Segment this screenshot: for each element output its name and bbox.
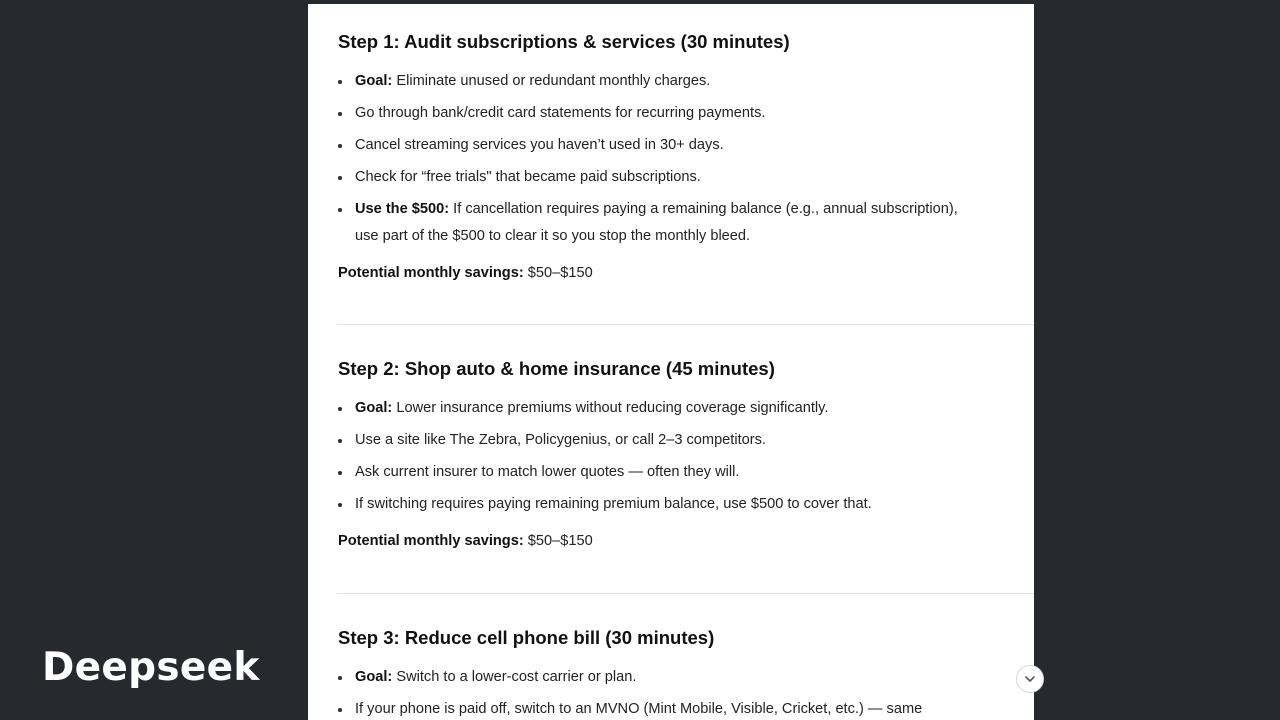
step-3-section bbox=[338, 626, 1034, 720]
list-item bbox=[338, 427, 1034, 454]
list-item bbox=[338, 100, 1034, 127]
bullet-text-continued: use part of the $500 to clear it so you stop the monthly bleed. bbox=[355, 228, 751, 244]
bullet-label: Goal: bbox=[355, 669, 393, 685]
bullet-text: If cancellation requires paying a remaining balance (e.g., annual subscription), bbox=[449, 201, 958, 217]
step-1-section bbox=[338, 30, 1034, 284]
section-divider bbox=[337, 593, 1034, 594]
bullet-text: Cancel streaming services you haven’t used in 30+ days. bbox=[355, 137, 724, 153]
bullet-text: Use a site like The Zebra, Policygenius, or call 2–3 competitors. bbox=[355, 432, 766, 448]
list-item bbox=[338, 696, 1034, 720]
step-2-savings bbox=[338, 530, 1034, 552]
savings-label: Potential monthly savings: bbox=[338, 265, 524, 281]
chevron-down-icon bbox=[1024, 673, 1036, 685]
section-divider bbox=[337, 324, 1034, 325]
list-item bbox=[338, 395, 1034, 422]
list-item bbox=[338, 459, 1034, 486]
step-3-title: Step 3: Reduce cell phone bill (30 minutes) bbox=[338, 627, 715, 648]
chat-response-panel bbox=[308, 4, 1034, 720]
step-2-list bbox=[338, 395, 1034, 518]
brand-label: Deepseek bbox=[42, 645, 260, 690]
list-item bbox=[338, 132, 1034, 159]
bullet-text: If your phone is paid off, switch to an MVNO (Mint Mobile, Visible, Cricket, etc.) — same bbox=[355, 701, 923, 717]
bullet-label: Use the $500: bbox=[355, 201, 450, 217]
scroll-down-button[interactable] bbox=[1016, 665, 1044, 693]
list-item bbox=[338, 196, 1034, 250]
savings-label: Potential monthly savings: bbox=[338, 533, 524, 549]
savings-value: $50–$150 bbox=[523, 533, 593, 549]
step-2-section bbox=[338, 357, 1034, 552]
step-2-title: Step 2: Shop auto & home insurance (45 minutes) bbox=[338, 358, 775, 379]
bullet-text: Ask current insurer to match lower quotes — often they will. bbox=[355, 464, 740, 480]
step-1-savings bbox=[338, 262, 1034, 284]
bullet-text: Lower insurance premiums without reducing coverage significantly. bbox=[392, 400, 829, 416]
list-item bbox=[338, 68, 1034, 95]
savings-value: $50–$150 bbox=[523, 265, 593, 281]
bullet-label: Goal: bbox=[355, 73, 393, 89]
bullet-text: If switching requires paying remaining premium balance, use $500 to cover that. bbox=[355, 496, 872, 512]
bullet-text: Eliminate unused or redundant monthly charges. bbox=[392, 73, 711, 89]
list-item bbox=[338, 164, 1034, 191]
bullet-text: Go through bank/credit card statements for recurring payments. bbox=[355, 105, 766, 121]
bullet-label: Goal: bbox=[355, 400, 393, 416]
list-item bbox=[338, 491, 1034, 518]
step-3-list bbox=[338, 664, 1034, 720]
step-1-title: Step 1: Audit subscriptions & services (30 minutes) bbox=[338, 31, 790, 52]
step-1-list bbox=[338, 68, 1034, 250]
bullet-text: Switch to a lower-cost carrier or plan. bbox=[392, 669, 637, 685]
list-item bbox=[338, 664, 1034, 691]
bullet-text: Check for “free trials" that became paid subscriptions. bbox=[355, 169, 701, 185]
